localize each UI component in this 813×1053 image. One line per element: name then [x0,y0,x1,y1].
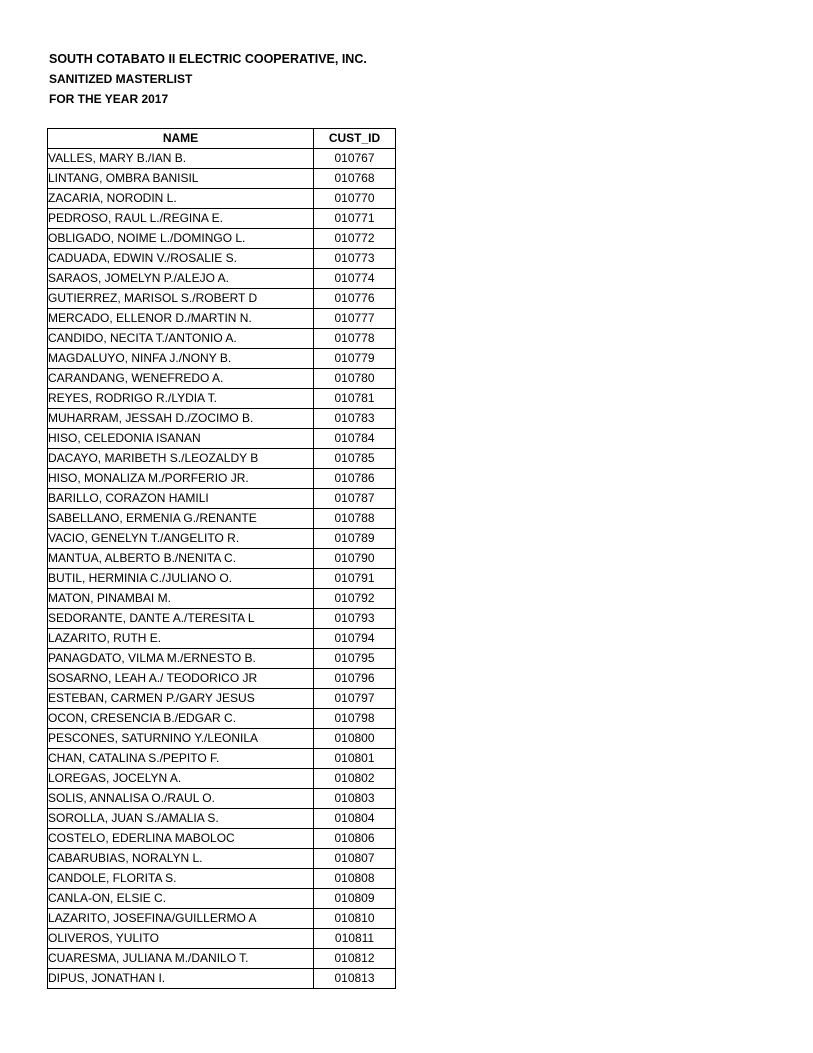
table-row [48,889,396,909]
customer-name-cell: ZACARIA, NORODIN L. [48,189,314,209]
customer-id-cell: 010784 [314,429,396,449]
table-row [48,449,396,469]
customer-id-cell: 010771 [314,209,396,229]
table-row [48,689,396,709]
customer-id-cell: 010790 [314,549,396,569]
table-row [48,849,396,869]
customer-id-cell: 010794 [314,629,396,649]
table-row [48,469,396,489]
customer-id-cell: 010806 [314,829,396,849]
customer-id-cell: 010777 [314,309,396,329]
customer-id-cell: 010810 [314,909,396,929]
table-row [48,789,396,809]
table-row [48,529,396,549]
customer-id-cell: 010774 [314,269,396,289]
customer-name-cell: PESCONES, SATURNINO Y./LEONILA [48,729,314,749]
customer-id-cell: 010809 [314,889,396,909]
customer-name-cell: SARAOS, JOMELYN P./ALEJO A. [48,269,314,289]
customer-name-cell: CHAN, CATALINA S./PEPITO F. [48,749,314,769]
table-row [48,509,396,529]
customer-id-cell: 010791 [314,569,396,589]
table-row [48,249,396,269]
customer-name-cell: PANAGDATO, VILMA M./ERNESTO B. [48,649,314,669]
customer-id-cell: 010798 [314,709,396,729]
customer-id-cell: 010812 [314,949,396,969]
customer-name-cell: LAZARITO, JOSEFINA/GUILLERMO A [48,909,314,929]
table-row [48,869,396,889]
document-header [49,50,367,109]
table-row [48,309,396,329]
table-row [48,589,396,609]
customer-id-cell: 010811 [314,929,396,949]
customer-name-cell: LAZARITO, RUTH E. [48,629,314,649]
customer-name-cell: HISO, MONALIZA M./PORFERIO JR. [48,469,314,489]
customer-name-cell: LINTANG, OMBRA BANISIL [48,169,314,189]
customer-name-cell: MATON, PINAMBAI M. [48,589,314,609]
customer-id-cell: 010767 [314,149,396,169]
customer-id-cell: 010800 [314,729,396,749]
customer-name-cell: CANDIDO, NECITA T./ANTONIO A. [48,329,314,349]
table-row [48,549,396,569]
customer-name-cell: ESTEBAN, CARMEN P./GARY JESUS [48,689,314,709]
table-row [48,329,396,349]
customer-id-cell: 010795 [314,649,396,669]
table-row [48,769,396,789]
table-row [48,949,396,969]
customer-name-cell: MAGDALUYO, NINFA J./NONY B. [48,349,314,369]
customer-name-cell: SEDORANTE, DANTE A./TERESITA L [48,609,314,629]
table-row [48,909,396,929]
customer-name-cell: SOLIS, ANNALISA O./RAUL O. [48,789,314,809]
customer-name-cell: GUTIERREZ, MARISOL S./ROBERT D [48,289,314,309]
customer-name-cell: LOREGAS, JOCELYN A. [48,769,314,789]
customer-name-cell: DACAYO, MARIBETH S./LEOZALDY B [48,449,314,469]
table-row [48,669,396,689]
table-row [48,629,396,649]
table-row [48,969,396,989]
company-name: SOUTH COTABATO II ELECTRIC COOPERATIVE, INC. [49,52,367,66]
customer-name-cell: SABELLANO, ERMENIA G./RENANTE [48,509,314,529]
table-row [48,289,396,309]
customer-id-cell: 010779 [314,349,396,369]
customer-id-cell: 010785 [314,449,396,469]
customer-id-cell: 010793 [314,609,396,629]
customer-name-cell: OBLIGADO, NOIME L./DOMINGO L. [48,229,314,249]
table-row [48,829,396,849]
customer-name-cell: COSTELO, EDERLINA MABOLOC [48,829,314,849]
table-header-row [48,129,396,149]
table-row [48,409,396,429]
customer-name-cell: CANDOLE, FLORITA S. [48,869,314,889]
customer-id-cell: 010813 [314,969,396,989]
table-body [48,149,396,989]
table-row [48,749,396,769]
table-row [48,209,396,229]
customer-name-cell: CANLA-ON, ELSIE C. [48,889,314,909]
customer-name-cell: MUHARRAM, JESSAH D./ZOCIMO B. [48,409,314,429]
table-row [48,929,396,949]
customer-id-cell: 010778 [314,329,396,349]
customer-name-cell: SOSARNO, LEAH A./ TEODORICO JR [48,669,314,689]
table-row [48,229,396,249]
table-row [48,149,396,169]
table-row [48,349,396,369]
customer-id-cell: 010776 [314,289,396,309]
customer-id-cell: 010792 [314,589,396,609]
customer-name-cell: CADUADA, EDWIN V./ROSALIE S. [48,249,314,269]
masterlist-table [47,128,396,989]
customer-id-cell: 010808 [314,869,396,889]
customer-id-cell: 010801 [314,749,396,769]
customer-name-cell: BUTIL, HERMINIA C./JULIANO O. [48,569,314,589]
customer-name-cell: VACIO, GENELYN T./ANGELITO R. [48,529,314,549]
document-subtitle: SANITIZED MASTERLIST [49,72,193,86]
table-row [48,189,396,209]
customer-id-cell: 010786 [314,469,396,489]
table-row [48,709,396,729]
customer-id-cell: 010780 [314,369,396,389]
customer-name-cell: DIPUS, JONATHAN I. [48,969,314,989]
column-header-name: NAME [48,129,314,149]
customer-id-cell: 010768 [314,169,396,189]
customer-id-cell: 010797 [314,689,396,709]
table-row [48,489,396,509]
customer-name-cell: BARILLO, CORAZON HAMILI [48,489,314,509]
customer-id-cell: 010789 [314,529,396,549]
table-row [48,169,396,189]
customer-id-cell: 010773 [314,249,396,269]
customer-id-cell: 010770 [314,189,396,209]
customer-id-cell: 010796 [314,669,396,689]
customer-name-cell: PEDROSO, RAUL L./REGINA E. [48,209,314,229]
customer-id-cell: 010804 [314,809,396,829]
table-row [48,729,396,749]
table-row [48,429,396,449]
customer-id-cell: 010803 [314,789,396,809]
year-line: FOR THE YEAR 2017 [49,92,169,106]
table-row [48,269,396,289]
customer-name-cell: OCON, CRESENCIA B./EDGAR C. [48,709,314,729]
customer-id-cell: 010772 [314,229,396,249]
customer-name-cell: CARANDANG, WENEFREDO A. [48,369,314,389]
customer-name-cell: MERCADO, ELLENOR D./MARTIN N. [48,309,314,329]
customer-name-cell: CABARUBIAS, NORALYN L. [48,849,314,869]
customer-name-cell: REYES, RODRIGO R./LYDIA T. [48,389,314,409]
table-row [48,649,396,669]
customer-name-cell: HISO, CELEDONIA ISANAN [48,429,314,449]
customer-name-cell: MANTUA, ALBERTO B./NENITA C. [48,549,314,569]
customer-name-cell: CUARESMA, JULIANA M./DANILO T. [48,949,314,969]
table-row [48,369,396,389]
customer-id-cell: 010807 [314,849,396,869]
customer-id-cell: 010787 [314,489,396,509]
customer-name-cell: SOROLLA, JUAN S./AMALIA S. [48,809,314,829]
customer-name-cell: VALLES, MARY B./IAN B. [48,149,314,169]
table-row [48,609,396,629]
column-header-cust-id: CUST_ID [314,129,396,149]
customer-id-cell: 010781 [314,389,396,409]
table-row [48,809,396,829]
table-row [48,569,396,589]
customer-name-cell: OLIVEROS, YULITO [48,929,314,949]
customer-id-cell: 010783 [314,409,396,429]
customer-id-cell: 010802 [314,769,396,789]
customer-id-cell: 010788 [314,509,396,529]
table-row [48,389,396,409]
